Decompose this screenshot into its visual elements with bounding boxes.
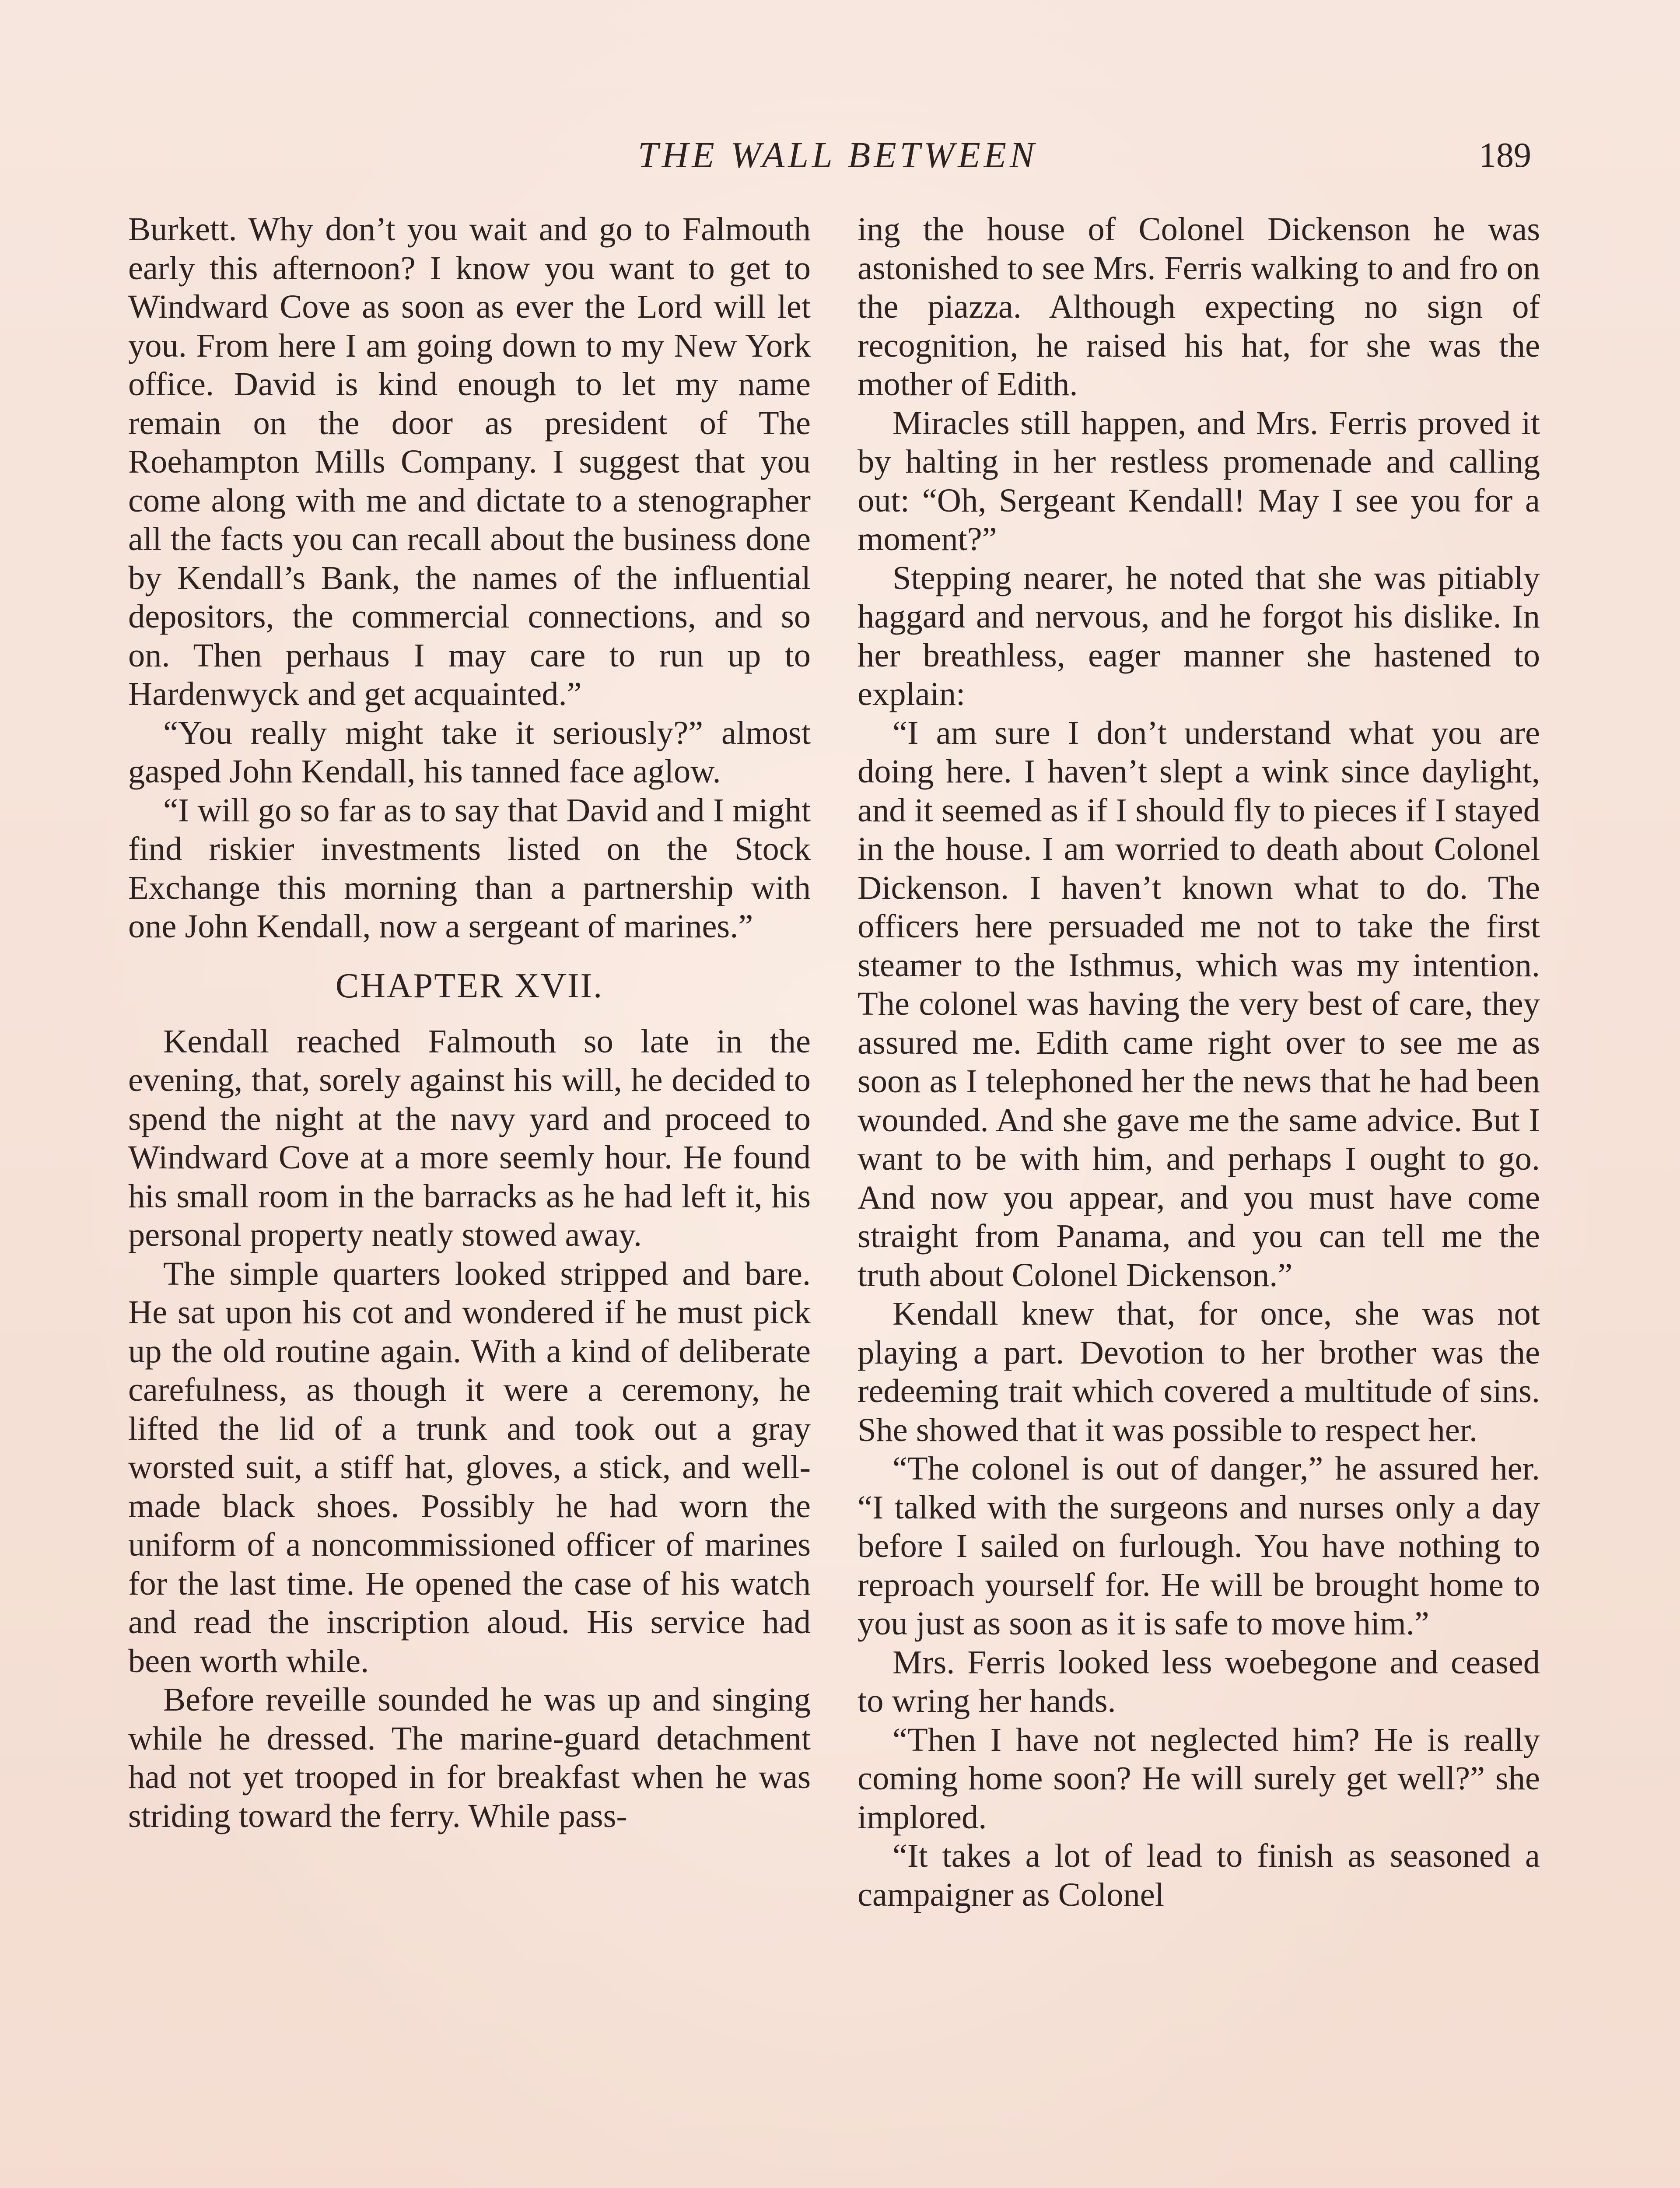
paragraph: “I am sure I don’t understand what you are doing here. I haven’t slept a wink since daylight, and it seemed as if I should fly to pieces if I stayed in the house. I am worried to death about Colonel Dickenson. I haven’t known what to do. The officers here persuaded me not to take the first steamer to the Isthmus, which was my intention. The colonel was having the very best of care, they assured me. Edith came right over to see me as soon as I telephoned her the news that he had been wounded. And she gave me the same advice. But I want to be with him, and perhaps I ought to go. And now you appear, and you must have come straight from Panama, and you can tell me the truth about Colonel Dickenson.” <box>858 714 1540 1294</box>
paragraph: ing the house of Colonel Dickenson he was astonished to see Mrs. Ferris walking to and fro on the piazza. Although expecting no sign of recognition, he raised his hat, for she was the mother of Edith. <box>858 210 1540 403</box>
paragraph: “I will go so far as to say that David and I might find riskier investments listed on the Stock Exchange this morning than a partnership with one John Kendall, now a sergeant of marines.” <box>128 791 811 945</box>
chapter-heading: CHAPTER XVII. <box>335 966 604 1005</box>
paragraph: The simple quarters looked stripped and bare. He sat upon his cot and wondered if he must pick up the old routine again. With a kind of deliberate carefulness, as though it were a ceremony, he lifted the lid of a trunk and took out a gray worsted suit, a stiff hat, gloves, a stick, and well-made black shoes. Possibly he had worn the uniform of a noncommissioned officer of marines for the last time. He opened the case of his watch and read the inscription aloud. His service had been worth while. <box>128 1255 811 1680</box>
paragraph: “The colonel is out of danger,” he assured her. “I talked with the surgeons and nurses only a day before I sailed on furlough. You have nothing to reproach yourself for. He will be brought home to you just as soon as it is safe to move him.” <box>858 1450 1540 1642</box>
paragraph: Stepping nearer, he noted that she was pitiably haggard and nervous, and he forgot his dislike. In her breathless, eager manner she hastened to explain: <box>858 559 1540 712</box>
running-title: THE WALL BETWEEN <box>638 135 1038 175</box>
paragraph: “Then I have not neglected him? He is really coming home soon? He will surely get well?” she implored. <box>858 1721 1540 1836</box>
page-header <box>127 127 1549 184</box>
paragraph: Kendall knew that, for once, she was not playing a part. Devotion to her brother was the redeeming trait which covered a multitude of sins. She showed that it was possible to respect her. <box>858 1295 1540 1448</box>
paragraph: Mrs. Ferris looked less woebegone and ceased to wring her hands. <box>858 1643 1540 1719</box>
paragraph: Burkett. Why don’t you wait and go to Falmouth early this afternoon? I know you want to get to Windward Cove as soon as ever the Lord will let you. From here I am going down to my New York office. David is kind enough to let my name remain on the door as president of The Roehampton Mills Company. I suggest that you come along with me and dictate to a stenographer all the facts you can recall about the business done by Kendall’s Bank, the names of the influential depositors, the commercial connections, and so on. Then perhaus I may care to run up to Hardenwyck and get acquainted.” <box>128 210 811 712</box>
paragraph: Miracles still happen, and Mrs. Ferris proved it by halting in her restless promenade and calling out: “Oh, Sergeant Kendall! May I see you for a moment?” <box>858 404 1540 558</box>
right-column <box>858 210 1540 1914</box>
paragraph: “You really might take it seriously?” almost gasped John Kendall, his tanned face aglow. <box>128 714 811 790</box>
left-column <box>128 210 811 1835</box>
page-number: 189 <box>1479 136 1531 175</box>
paragraph: “It takes a lot of lead to finish as seasoned a campaigner as Colonel <box>858 1837 1540 1913</box>
paragraph: Before reveille sounded he was up and singing while he dressed. The marine-guard detachment had not yet trooped in for breakfast when he was striding toward the ferry. While pass- <box>128 1681 811 1834</box>
paragraph: Kendall reached Falmouth so late in the evening, that, sorely against his will, he decided to spend the night at the navy yard and proceed to Windward Cove at a more seemly hour. He found his small room in the barracks as he had left it, his personal property neatly stowed away. <box>128 1022 811 1253</box>
